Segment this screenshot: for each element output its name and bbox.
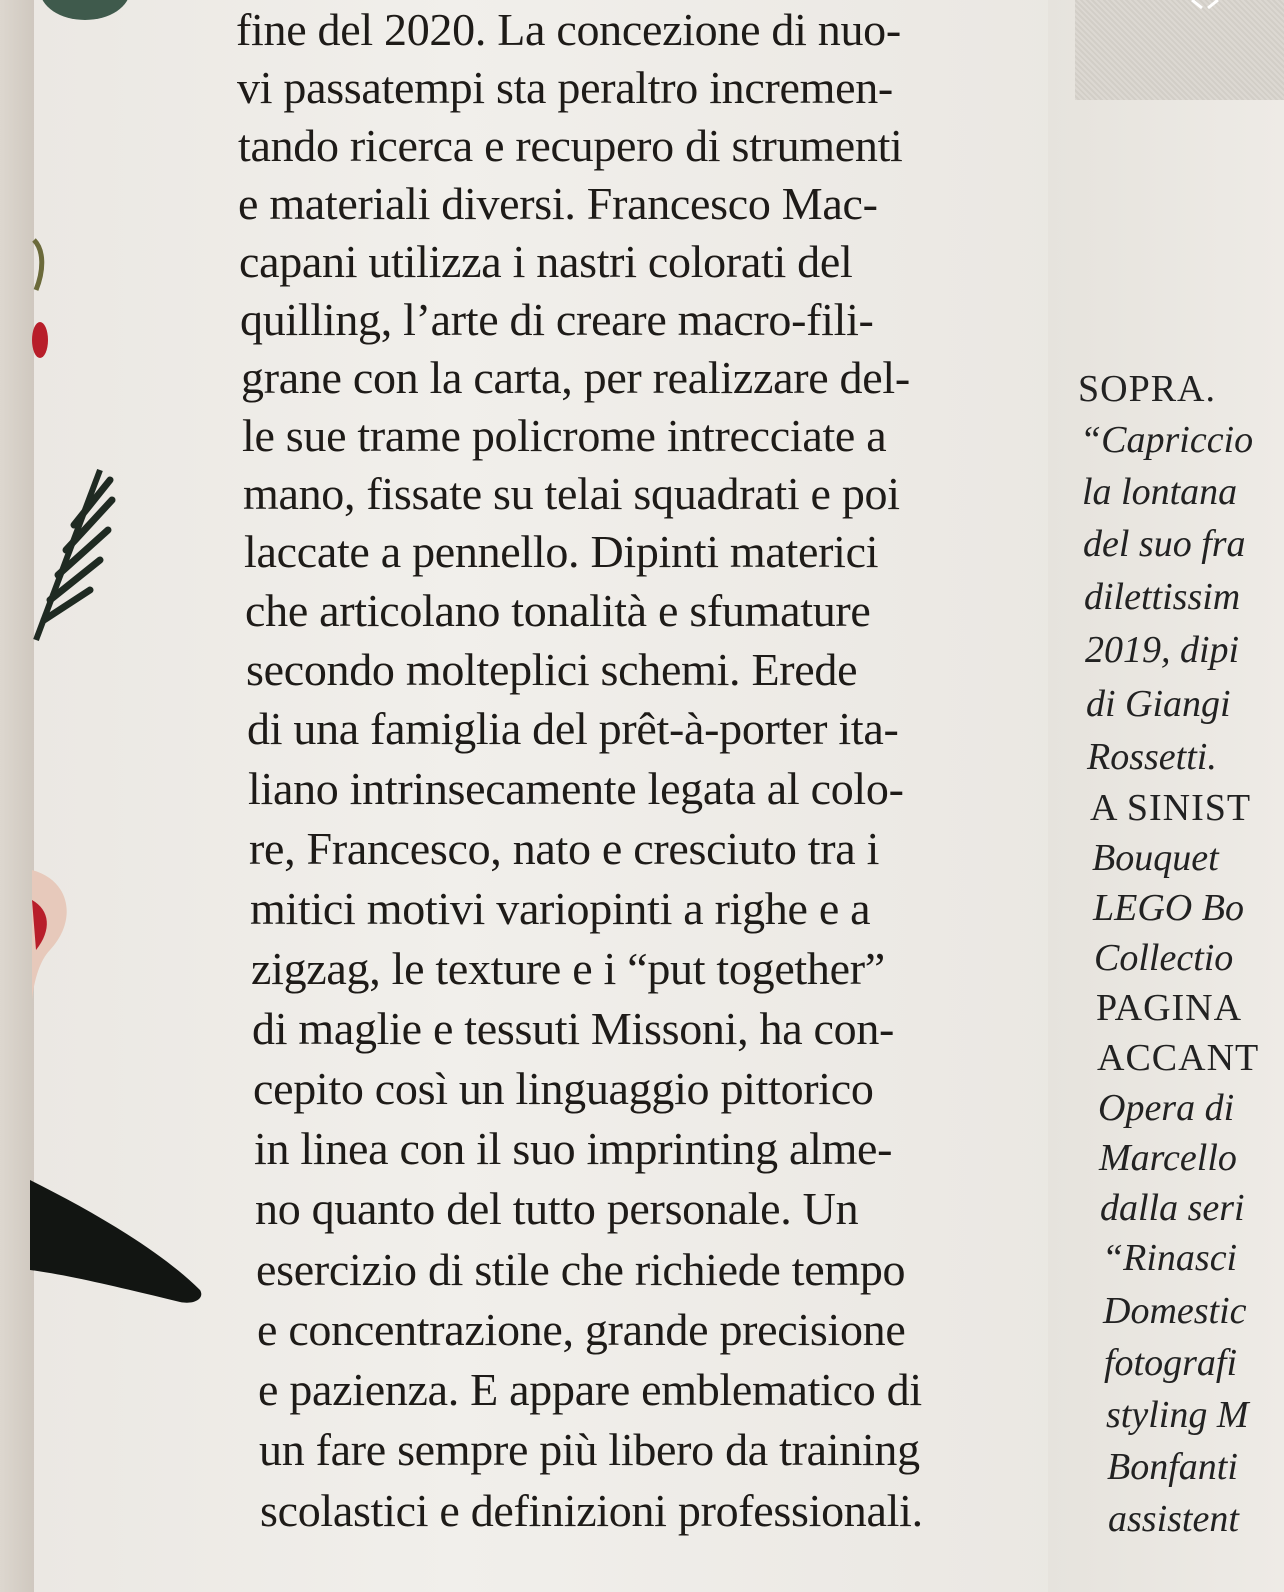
article-line: capani utilizza i nastri colorati del <box>239 236 853 287</box>
article-line: no quanto del tutto personale. Un <box>255 1183 859 1234</box>
caption-line: Marcello <box>1099 1137 1237 1179</box>
article-line: in linea con il suo imprinting alme- <box>254 1123 893 1174</box>
caption-line: dalla seri <box>1100 1187 1245 1229</box>
article-line: laccate a pennello. Dipinti materici <box>244 526 879 577</box>
article-line: zigzag, le texture e i “put together” <box>251 943 885 994</box>
article-line: quilling, l’arte di creare macro-fili- <box>240 294 874 345</box>
leaf-sprig-icon <box>30 450 120 650</box>
article-line: grane con la carta, per realizzare del- <box>241 352 910 403</box>
red-petal-icon <box>30 860 80 1010</box>
article-line: e materiali diversi. Francesco Mac- <box>238 178 878 229</box>
article-line: e pazienza. E appare emblematico di <box>258 1364 922 1415</box>
article-line: che articolano tonalità e sfumature <box>245 585 871 636</box>
article-line: cepito così un linguaggio pittorico <box>253 1063 874 1114</box>
article-line: esercizio di stile che richiede tempo <box>256 1244 906 1295</box>
article-line: secondo molteplici schemi. Erede <box>246 644 858 695</box>
caption-line: assistent <box>1108 1498 1239 1540</box>
flower-bud-icon <box>0 230 60 370</box>
caption-line: “Capriccio <box>1080 419 1254 461</box>
article-line: vi passatempi sta peraltro incremen- <box>237 62 893 113</box>
article-line: fine del 2020. La concezione di nuo- <box>236 4 901 55</box>
article-line: scolastici e definizioni professionali. <box>260 1485 923 1536</box>
caption-line: dilettissim <box>1084 576 1241 618</box>
caption-line: SOPRA. <box>1078 368 1216 410</box>
article-line: di una famiglia del prêt-à-porter ita- <box>247 703 899 754</box>
caption-line: Collectio <box>1094 937 1234 979</box>
article-line: liano intrinsecamente legata al colo- <box>248 763 904 814</box>
caption-line: 2019, dipi <box>1085 629 1240 671</box>
caption-line: fotografi <box>1104 1342 1238 1384</box>
black-leaf-icon <box>30 1180 210 1320</box>
article-line: re, Francesco, nato e cresciuto tra i <box>249 823 880 874</box>
caption-line: LEGO Bo <box>1093 887 1244 929</box>
article-line: di maglie e tessuti Missoni, ha con- <box>252 1003 895 1054</box>
article-line: e concentrazione, grande precisione <box>257 1304 906 1355</box>
caption-line: “Rinasci <box>1102 1237 1238 1279</box>
article-line: le sue trame policrome intrecciate a <box>242 410 887 461</box>
caption-line: Bouquet <box>1092 837 1219 879</box>
caption-line: del suo fra <box>1083 523 1246 565</box>
caption-line: Bonfanti <box>1107 1446 1238 1488</box>
article-line: tando ricerca e recupero di strumenti <box>238 120 903 171</box>
caption-line: A SINIST <box>1090 787 1252 829</box>
caption-line: Rossetti. <box>1087 736 1217 778</box>
photo-caption <box>1078 0 1284 1592</box>
caption-line: di Giangi <box>1086 683 1231 725</box>
caption-line: ACCANT <box>1097 1037 1260 1079</box>
caption-line: styling M <box>1106 1394 1249 1436</box>
article-line: mitici motivi variopinti a righe e a <box>250 883 871 934</box>
article-line: mano, fissate su telai squadrati e poi <box>243 468 900 519</box>
caption-line: PAGINA <box>1096 987 1243 1029</box>
caption-line: la lontana <box>1082 471 1238 513</box>
caption-line: Domestic <box>1103 1290 1247 1332</box>
caption-line: Opera di <box>1098 1087 1235 1129</box>
article-line: un fare sempre più libero da training <box>259 1424 920 1475</box>
